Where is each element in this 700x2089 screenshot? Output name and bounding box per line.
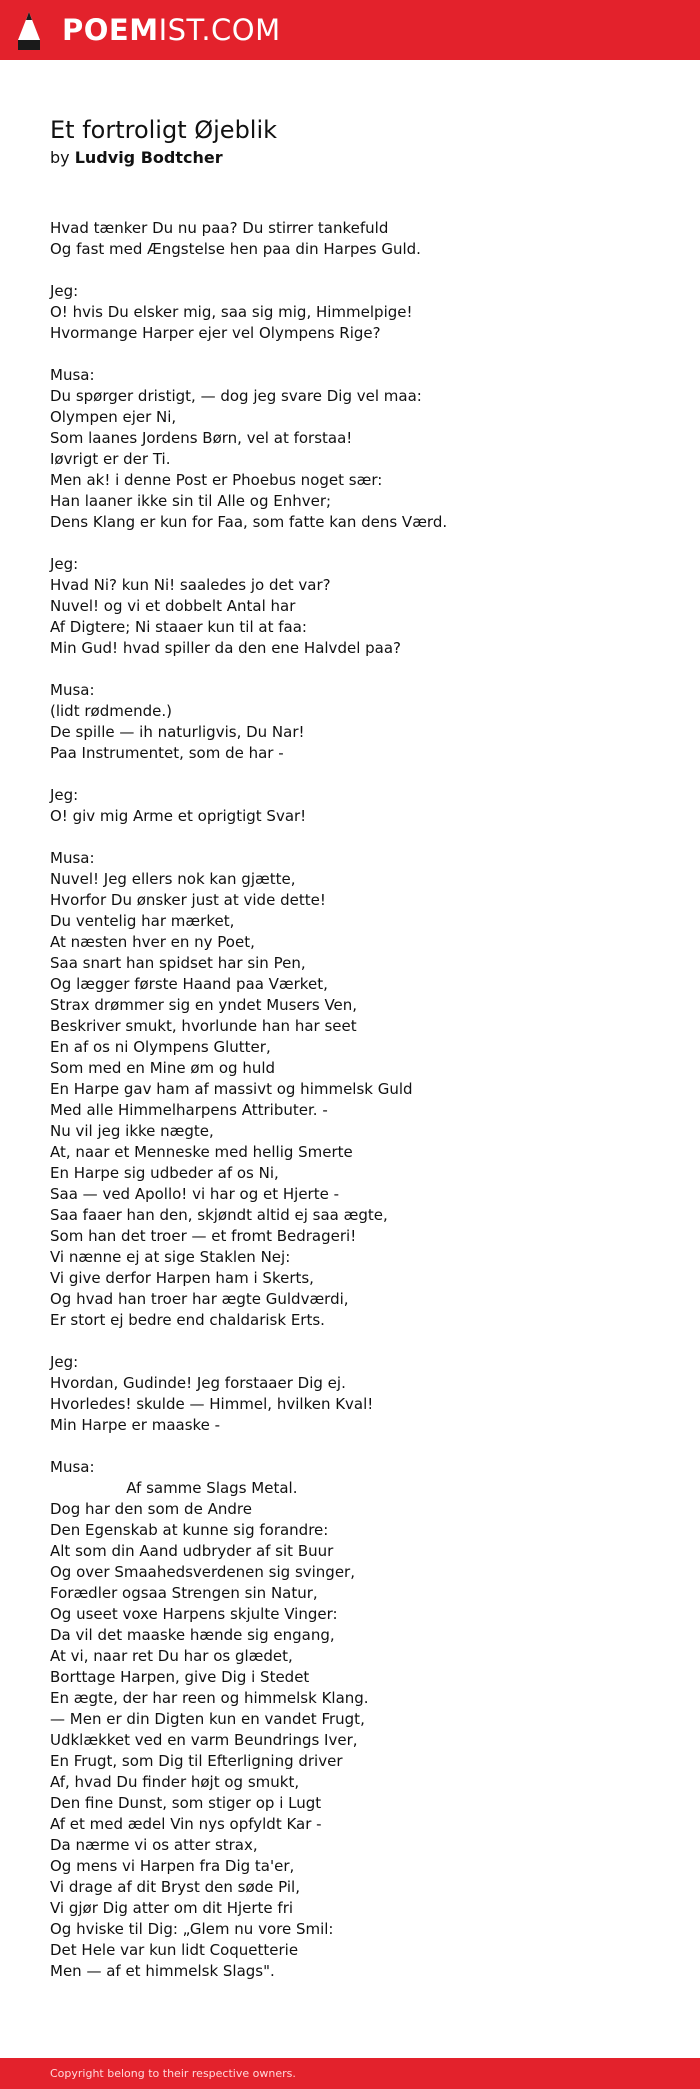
poem-line: Olympen ejer Ni,: [50, 408, 177, 426]
poem-line: Dog har den som de Andre: [50, 1500, 252, 1518]
poem-line: Strax drømmer sig en yndet Musers Ven,: [50, 996, 358, 1014]
poem-line: En ægte, der har reen og himmelsk Klang.: [50, 1689, 369, 1707]
poem-line: Hvordan, Gudinde! Jeg forstaaer Dig ej.: [50, 1374, 346, 1392]
poem-byline: [50, 147, 223, 169]
poem-line: En Frugt, som Dig til Efterligning driver: [50, 1752, 343, 1770]
poem-line: Beskriver smukt, hvorlunde han har seet: [50, 1017, 357, 1035]
poem-line: Som laanes Jordens Børn, vel at forstaa!: [50, 429, 353, 447]
poem-line: Da nærme vi os atter strax,: [50, 1836, 258, 1854]
poem-line: Udklækket ved en varm Beundrings Iver,: [50, 1731, 358, 1749]
poem-line: Af et med ædel Vin nys opfyldt Kar -: [50, 1815, 322, 1833]
poem-line: Iøvrigt er der Ti.: [50, 450, 171, 468]
poem-line: De spille — ih naturligvis, Du Nar!: [50, 723, 305, 741]
poem-line: Og hvad han troer har ægte Guldværdi,: [50, 1290, 349, 1308]
pencil-icon[interactable]: [16, 10, 42, 52]
by-label: by: [50, 148, 70, 167]
poem-line: Musa:: [50, 1458, 95, 1476]
poem-line: [50, 1331, 650, 1352]
poem-line: [50, 1436, 650, 1457]
poem-line: Jeg:: [50, 555, 79, 573]
poem-line: Saa snart han spidset har sin Pen,: [50, 954, 306, 972]
poem-line: Og over Smaahedsverdenen sig svinger,: [50, 1563, 355, 1581]
site-header: [0, 0, 700, 60]
poem-line: Nuvel! Jeg ellers nok kan gjætte,: [50, 870, 296, 888]
poem-line: Med alle Himmelharpens Attributer. -: [50, 1101, 328, 1119]
poem-line: Og fast med Ængstelse hen paa din Harpes Guld.: [50, 240, 421, 258]
poem-line: Musa:: [50, 681, 95, 699]
poem-line: Nu vil jeg ikke nægte,: [50, 1122, 214, 1140]
poem-line: [50, 533, 650, 554]
poem-line: En Harpe gav ham af massivt og himmelsk Guld: [50, 1080, 413, 1098]
poem-line: [50, 659, 650, 680]
poem-title: Et fortroligt Øjeblik: [50, 116, 278, 144]
poem-line: En af os ni Olympens Glutter,: [50, 1038, 271, 1056]
poem-line: At vi, naar ret Du har os glædet,: [50, 1647, 293, 1665]
poem-line: Musa:: [50, 366, 95, 384]
poem-line: Jeg:: [50, 282, 79, 300]
poem-line: Det Hele var kun lidt Coquetterie: [50, 1941, 299, 1959]
poem-line: Hvorledes! skulde — Himmel, hvilken Kval!: [50, 1395, 374, 1413]
poem-line: Min Harpe er maaske -: [50, 1416, 221, 1434]
poem-line: Jeg:: [50, 1353, 79, 1371]
poem-line: Den fine Dunst, som stiger op i Lugt: [50, 1794, 322, 1812]
poem-line: Musa:: [50, 849, 95, 867]
poem-line: Som han det troer — et fromt Bedrageri!: [50, 1227, 357, 1245]
poem-line: Hvad Ni? kun Ni! saaledes jo det var?: [50, 576, 331, 594]
poem-line: — Men er din Digten kun en vandet Frugt,: [50, 1710, 365, 1728]
poem-line: Men ak! i denne Post er Phoebus noget sær:: [50, 471, 383, 489]
logo-bold-text: POEM: [62, 13, 159, 47]
copyright-text: Copyright belong to their respective owners.: [50, 2067, 296, 2080]
poem-line: Hvad tænker Du nu paa? Du stirrer tankefuld: [50, 219, 389, 237]
site-logo[interactable]: [62, 10, 281, 50]
poem-line: Min Gud! hvad spiller da den ene Halvdel paa?: [50, 639, 401, 657]
poem-line: Nuvel! og vi et dobbelt Antal har: [50, 597, 296, 615]
poem-line: Forædler ogsaa Strengen sin Natur,: [50, 1584, 318, 1602]
poem-line: At næsten hver en ny Poet,: [50, 933, 255, 951]
poem-line: O! giv mig Arme et oprigtigt Svar!: [50, 807, 307, 825]
poem-line: Vi give derfor Harpen ham i Skerts,: [50, 1269, 314, 1287]
poem-line: Og mens vi Harpen fra Dig ta'er,: [50, 1857, 295, 1875]
poem-line: Vi gjør Dig atter om dit Hjerte fri: [50, 1899, 294, 1917]
poem-line: Som med en Mine øm og huld: [50, 1059, 276, 1077]
poem-line: Du spørger dristigt, — dog jeg svare Dig vel maa:: [50, 387, 422, 405]
poem-line: Af samme Slags Metal.: [50, 1479, 298, 1497]
poem-line: Og hviske til Dig: „Glem nu vore Smil:: [50, 1920, 334, 1938]
poem-line: Vi nænne ej at sige Staklen Nej:: [50, 1248, 291, 1266]
poem-line: O! hvis Du elsker mig, saa sig mig, Himmelpige!: [50, 303, 413, 321]
poem-line: Alt som din Aand udbryder af sit Buur: [50, 1542, 334, 1560]
poem-line: Og useet voxe Harpens skjulte Vinger:: [50, 1605, 338, 1623]
poem-line: Og lægger første Haand paa Værket,: [50, 975, 328, 993]
poem-line: Hvormange Harper ejer vel Olympens Rige?: [50, 324, 381, 342]
poem-line: [50, 764, 650, 785]
site-footer: [0, 2058, 700, 2089]
poem-body: [50, 218, 650, 1982]
poem-line: Vi drage af dit Bryst den søde Pil,: [50, 1878, 300, 1896]
poem-line: [50, 344, 650, 365]
poem-line: Den Egenskab at kunne sig forandre:: [50, 1521, 329, 1539]
poem-line: Af Digtere; Ni staaer kun til at faa:: [50, 618, 307, 636]
poem-line: Dens Klang er kun for Faa, som fatte kan dens Værd.: [50, 513, 448, 531]
poem-line: Er stort ej bedre end chaldarisk Erts.: [50, 1311, 325, 1329]
poem-line: Men — af et himmelsk Slags".: [50, 1962, 275, 1980]
poem-line: Af, hvad Du finder højt og smukt,: [50, 1773, 300, 1791]
poem-line: Paa Instrumentet, som de har -: [50, 744, 284, 762]
poem-line: Han laaner ikke sin til Alle og Enhver;: [50, 492, 332, 510]
poem-line: En Harpe sig udbeder af os Ni,: [50, 1164, 279, 1182]
poem-line: [50, 827, 650, 848]
poem-line: Du ventelig har mærket,: [50, 912, 235, 930]
logo-light-text: IST.COM: [158, 13, 281, 47]
poem-line: At, naar et Menneske med hellig Smerte: [50, 1143, 353, 1161]
poem-line: Da vil det maaske hænde sig engang,: [50, 1626, 335, 1644]
poem-line: Saa faaer han den, skjøndt altid ej saa ægte,: [50, 1206, 388, 1224]
poem-line: Borttage Harpen, give Dig i Stedet: [50, 1668, 310, 1686]
poem-line: Jeg:: [50, 786, 79, 804]
poem-line: (lidt rødmende.): [50, 702, 172, 720]
poem-line: Saa — ved Apollo! vi har og et Hjerte -: [50, 1185, 340, 1203]
poem-line: [50, 260, 650, 281]
author-name[interactable]: Ludvig Bodtcher: [74, 148, 223, 167]
poem-line: Hvorfor Du ønsker just at vide dette!: [50, 891, 326, 909]
